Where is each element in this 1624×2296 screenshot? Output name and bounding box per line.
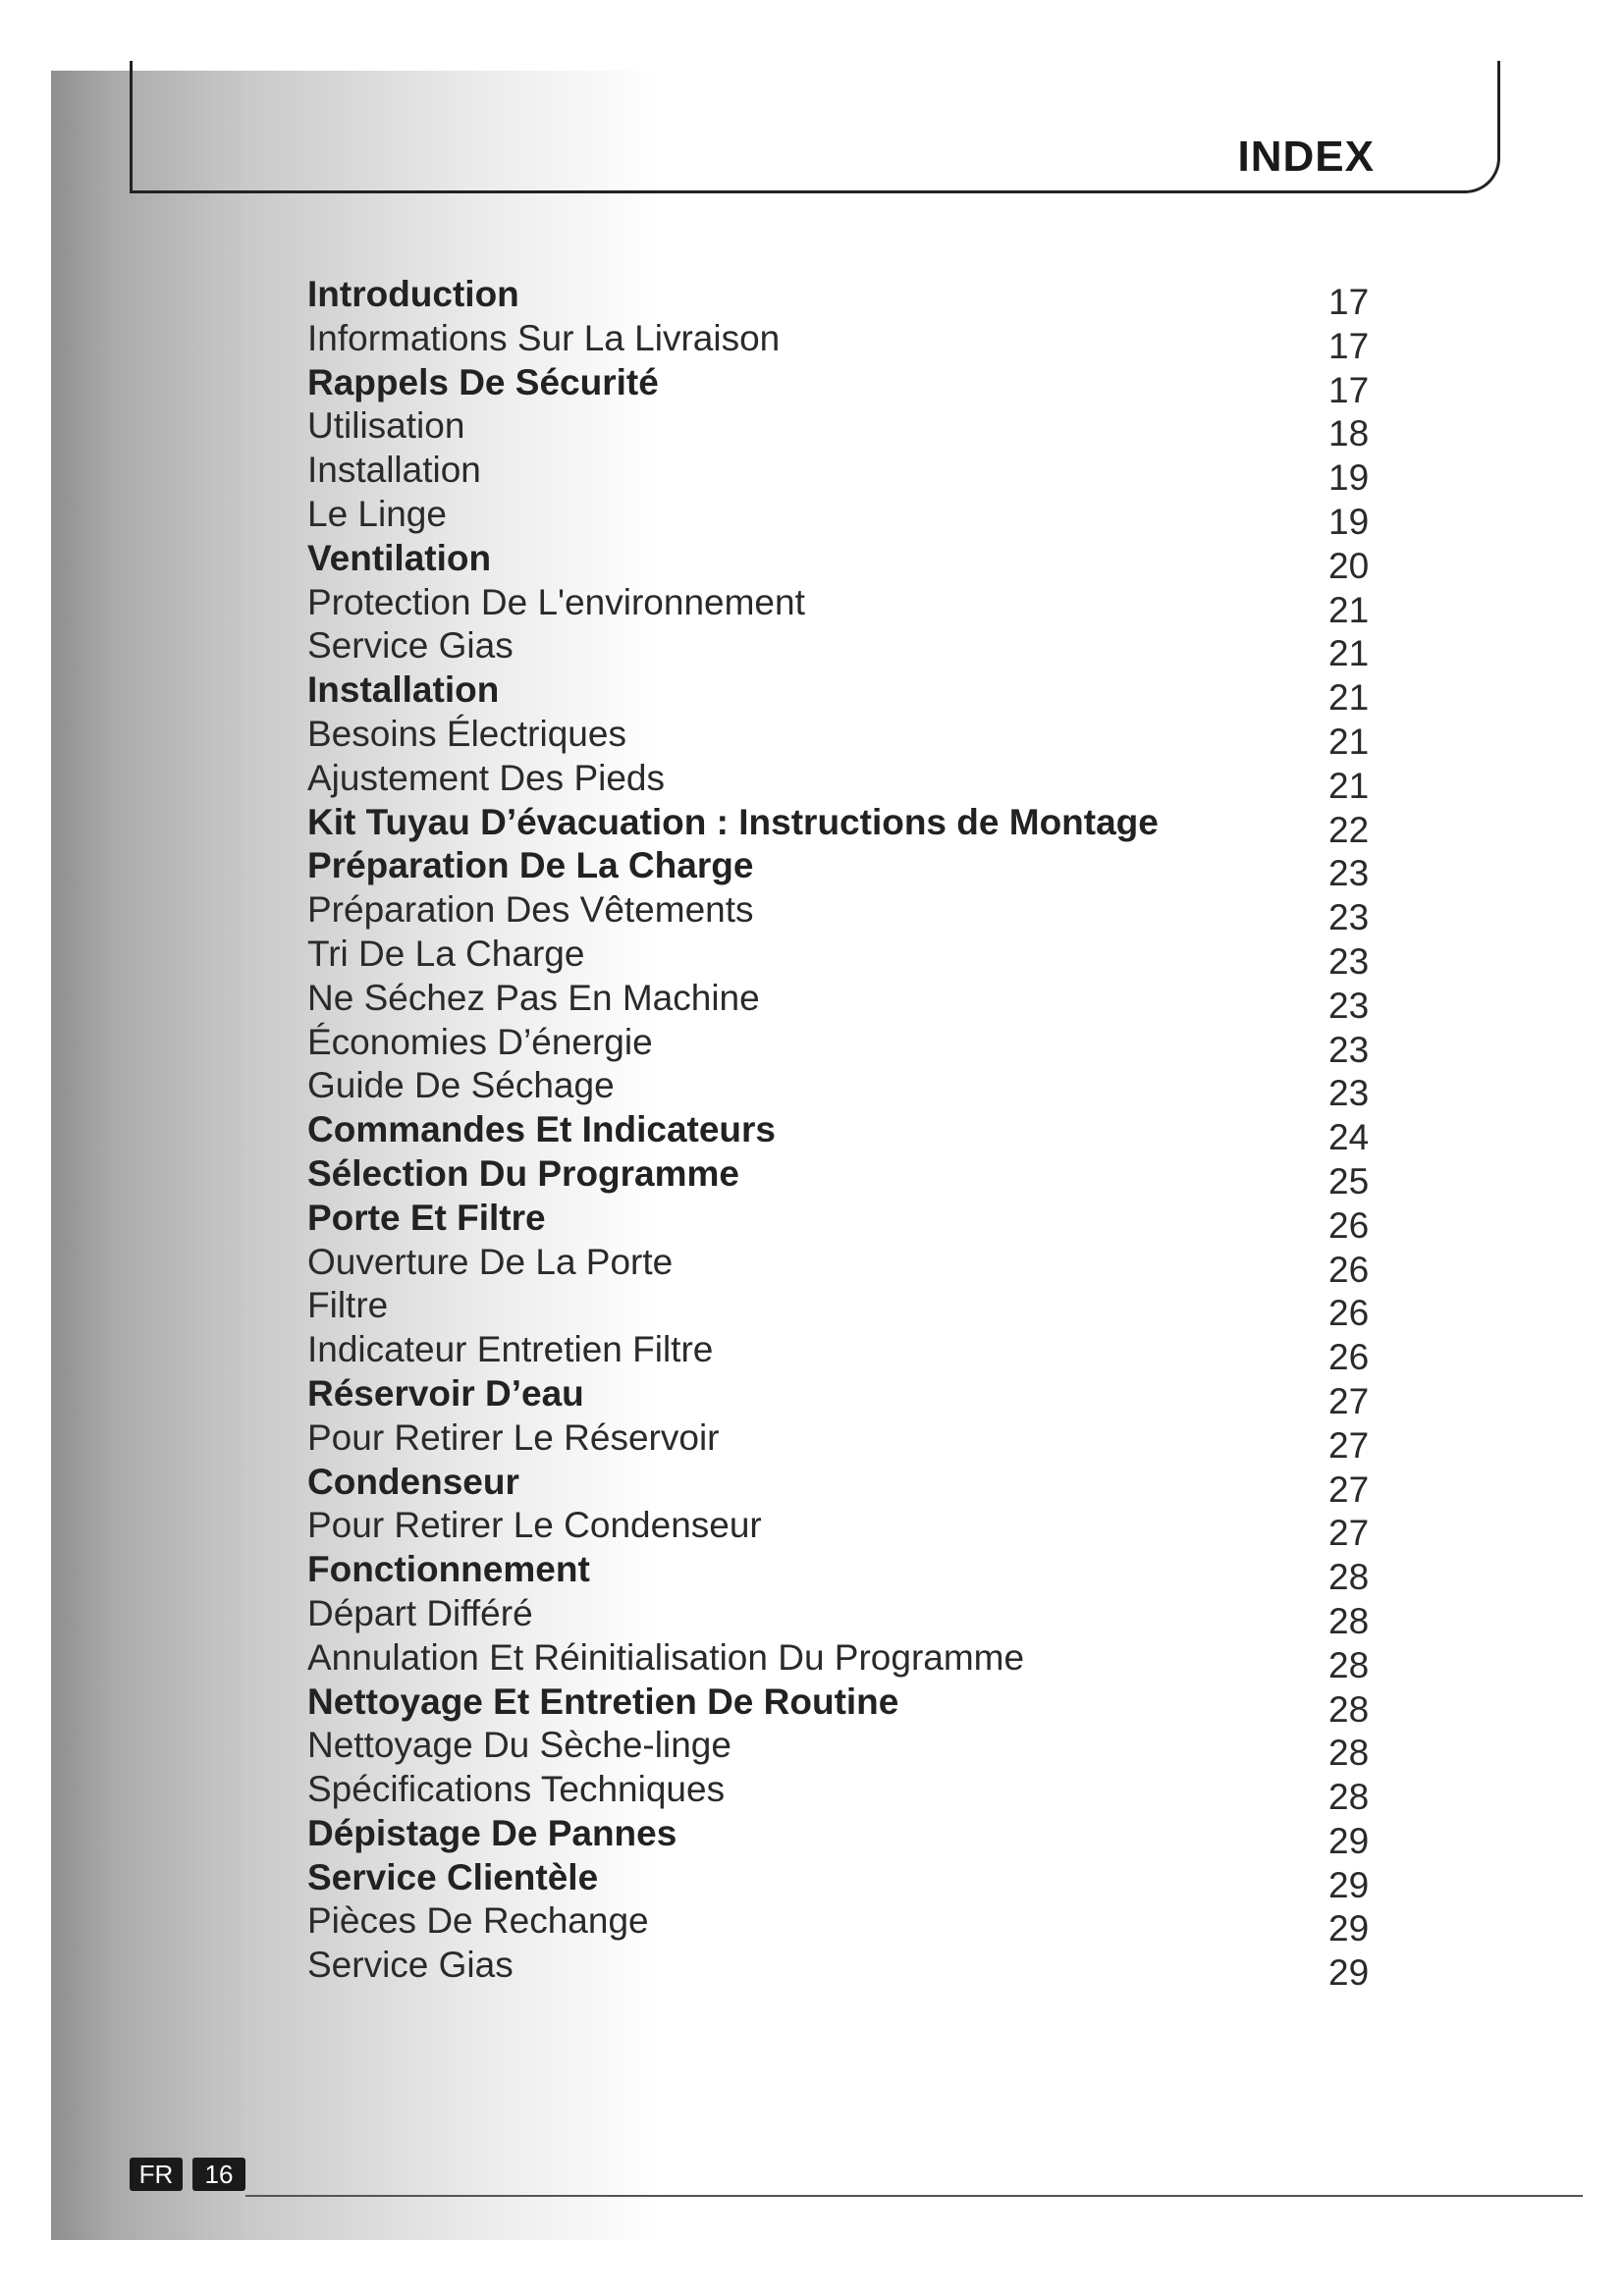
language-badge: FR	[130, 2158, 183, 2191]
toc-entry[interactable]	[307, 888, 1387, 938]
toc-entry-page: 28	[1328, 1600, 1370, 1641]
toc-entry-title: Annulation Et Réinitialisation Du Programme	[307, 1636, 1025, 1678]
toc-entry-page: 17	[1328, 369, 1370, 410]
toc-entry-page: 22	[1328, 809, 1370, 850]
toc-entry[interactable]	[307, 1856, 1387, 1905]
toc-entry-page: 25	[1328, 1160, 1370, 1201]
toc-entry-title: Pour Retirer Le Réservoir	[307, 1416, 720, 1458]
toc-entry-page: 27	[1328, 1424, 1370, 1466]
toc-entry-page: 23	[1328, 897, 1370, 938]
toc-entry-title: Sélection Du Programme	[307, 1152, 740, 1194]
toc-entry-page: 23	[1328, 940, 1370, 982]
toc-entry[interactable]	[307, 273, 1387, 322]
toc-entry-page: 29	[1328, 1864, 1370, 1905]
toc-entry[interactable]	[307, 1724, 1387, 1774]
toc-entry-title: Guide De Séchage	[307, 1065, 615, 1106]
footer-divider	[245, 2195, 1583, 2197]
toc-entry[interactable]	[307, 1504, 1387, 1554]
toc-entry-page: 19	[1328, 457, 1370, 499]
toc-entry[interactable]	[307, 801, 1387, 850]
toc-entry[interactable]	[307, 581, 1387, 630]
toc-entry-title: Installation	[307, 450, 481, 491]
table-of-contents	[307, 273, 1387, 1994]
toc-entry-title: Tri De La Charge	[307, 933, 585, 974]
toc-entry-title: Introduction	[307, 274, 519, 314]
toc-entry-page: 27	[1328, 1513, 1370, 1554]
toc-entry-page: 21	[1328, 677, 1370, 719]
toc-entry[interactable]	[307, 757, 1387, 806]
toc-entry[interactable]	[307, 933, 1387, 982]
toc-entry-title: Porte Et Filtre	[307, 1197, 546, 1238]
toc-entry-page: 23	[1328, 1029, 1370, 1070]
toc-entry[interactable]	[307, 977, 1387, 1026]
toc-entry-page: 21	[1328, 633, 1370, 674]
toc-entry-page: 26	[1328, 1337, 1370, 1378]
toc-entry-page: 17	[1328, 325, 1370, 366]
toc-entry-page: 29	[1328, 1908, 1370, 1949]
toc-entry-page: 23	[1328, 985, 1370, 1026]
toc-entry-title: Ne Séchez Pas En Machine	[307, 977, 760, 1018]
toc-entry-page: 21	[1328, 765, 1370, 806]
toc-entry-page: 28	[1328, 1733, 1370, 1774]
toc-entry-title: Préparation Des Vêtements	[307, 889, 754, 931]
toc-entry-title: Besoins Électriques	[307, 713, 626, 754]
toc-entry-title: Protection De L'environnement	[307, 581, 805, 622]
toc-entry[interactable]	[307, 1372, 1387, 1421]
toc-entry[interactable]	[307, 1328, 1387, 1378]
toc-entry-title: Préparation De La Charge	[307, 845, 754, 886]
toc-entry[interactable]	[307, 1681, 1387, 1730]
toc-entry-title: Indicateur Entretien Filtre	[307, 1329, 714, 1370]
toc-entry-title: Commandes Et Indicateurs	[307, 1109, 777, 1150]
toc-entry-title: Ventilation	[307, 537, 492, 578]
toc-entry[interactable]	[307, 317, 1387, 366]
toc-entry-page: 28	[1328, 1777, 1370, 1818]
toc-entry[interactable]	[307, 1108, 1387, 1158]
toc-entry-title: Ouverture De La Porte	[307, 1241, 674, 1282]
toc-entry-page: 26	[1328, 1293, 1370, 1334]
toc-entry-page: 28	[1328, 1557, 1370, 1598]
toc-entry[interactable]	[307, 668, 1387, 719]
toc-entry-title: Pièces De Rechange	[307, 1900, 649, 1942]
toc-entry-title: Kit Tuyau D’évacuation : Instructions de Montage	[307, 801, 1159, 842]
toc-entry-page: 27	[1328, 1468, 1370, 1510]
toc-entry[interactable]	[307, 1064, 1387, 1114]
toc-entry-title: Condenseur	[307, 1461, 519, 1502]
toc-entry-title: Service Gias	[307, 625, 514, 667]
toc-entry[interactable]	[307, 361, 1387, 410]
toc-entry-title: Service Gias	[307, 1945, 514, 1986]
page-title: INDEX	[1237, 133, 1375, 181]
toc-entry-title: Pour Retirer Le Condenseur	[307, 1505, 762, 1546]
toc-entry-title: Filtre	[307, 1285, 389, 1326]
toc-entry[interactable]	[307, 624, 1387, 674]
toc-entry[interactable]	[307, 1197, 1387, 1246]
toc-entry[interactable]	[307, 1548, 1387, 1598]
toc-entry-page: 18	[1328, 413, 1370, 454]
toc-entry-title: Spécifications Techniques	[307, 1769, 726, 1810]
toc-entry[interactable]	[307, 713, 1387, 762]
toc-entry[interactable]	[307, 1592, 1387, 1641]
toc-entry[interactable]	[307, 537, 1387, 586]
toc-entry[interactable]	[307, 1944, 1387, 1994]
toc-entry-title: Dépistage De Pannes	[307, 1812, 677, 1853]
toc-entry[interactable]	[307, 1241, 1387, 1290]
toc-entry-page: 27	[1328, 1380, 1370, 1421]
toc-entry[interactable]	[307, 1152, 1387, 1201]
toc-entry[interactable]	[307, 404, 1387, 454]
toc-entry[interactable]	[307, 1899, 1387, 1949]
toc-entry[interactable]	[307, 1416, 1387, 1466]
toc-entry-page: 24	[1328, 1117, 1370, 1158]
toc-entry-page: 29	[1328, 1820, 1370, 1861]
toc-entry-title: Le Linge	[307, 493, 447, 534]
toc-entry-title: Fonctionnement	[307, 1549, 590, 1590]
toc-entry-page: 17	[1328, 282, 1370, 322]
toc-entry[interactable]	[307, 1812, 1387, 1861]
toc-entry-page: 21	[1328, 721, 1370, 762]
toc-entry-title: Ajustement Des Pieds	[307, 757, 666, 798]
toc-entry-title: Nettoyage Et Entretien De Routine	[307, 1681, 899, 1722]
toc-entry-title: Réservoir D’eau	[307, 1372, 584, 1414]
toc-entry-page: 19	[1328, 501, 1370, 542]
toc-entry-page: 21	[1328, 589, 1370, 630]
toc-entry-page: 28	[1328, 1644, 1370, 1685]
toc-entry-page: 28	[1328, 1688, 1370, 1730]
toc-entry-title: Économies D’énergie	[307, 1021, 653, 1062]
toc-entry-page: 23	[1328, 853, 1370, 894]
toc-entry-title: Informations Sur La Livraison	[307, 317, 781, 358]
toc-entry-title: Rappels De Sécurité	[307, 361, 659, 402]
toc-entry-page: 20	[1328, 545, 1370, 586]
toc-entry[interactable]	[307, 1636, 1387, 1685]
toc-entry[interactable]	[307, 1461, 1387, 1510]
toc-entry-page: 26	[1328, 1204, 1370, 1246]
toc-entry-title: Nettoyage Du Sèche-linge	[307, 1725, 731, 1766]
toc-entry[interactable]	[307, 844, 1387, 894]
toc-entry[interactable]	[307, 449, 1387, 499]
toc-entry-title: Service Clientèle	[307, 1856, 599, 1897]
toc-entry-title: Installation	[307, 669, 500, 711]
toc-entry-title: Utilisation	[307, 405, 465, 447]
toc-entry-page: 26	[1328, 1249, 1370, 1290]
page-number-badge: 16	[192, 2158, 245, 2191]
toc-entry[interactable]	[307, 1284, 1387, 1334]
toc-entry[interactable]	[307, 1768, 1387, 1818]
toc-entry[interactable]	[307, 1021, 1387, 1070]
toc-entry-page: 29	[1328, 1952, 1370, 1994]
toc-entry-title: Départ Différé	[307, 1592, 533, 1633]
toc-entry[interactable]	[307, 493, 1387, 542]
toc-entry-page: 23	[1328, 1073, 1370, 1114]
